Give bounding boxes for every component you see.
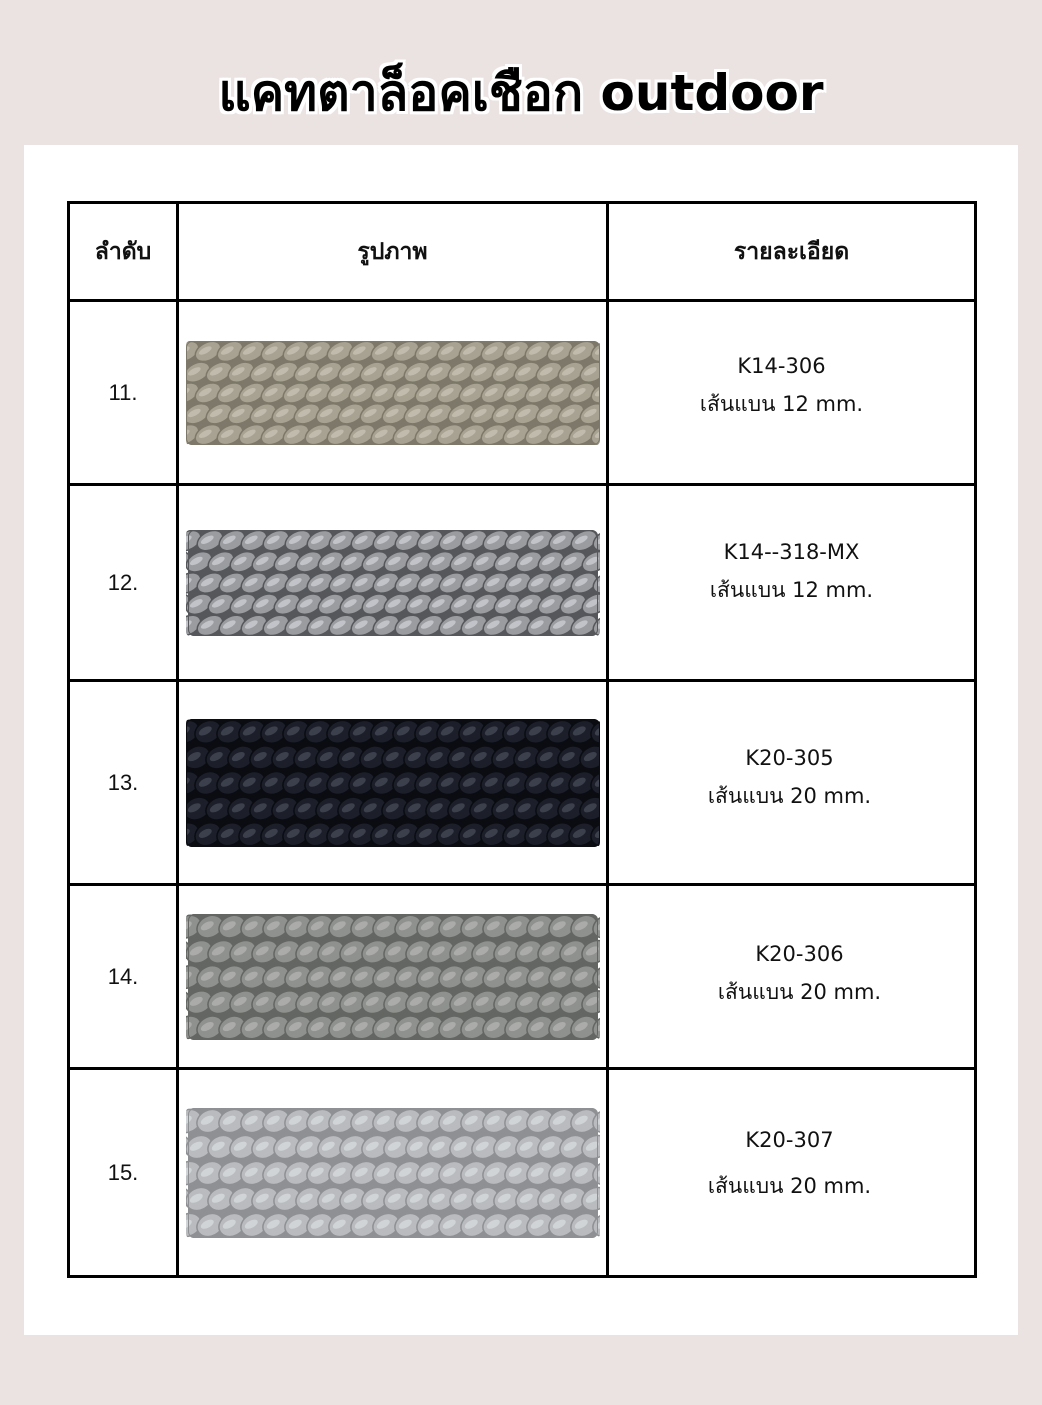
header-number: ลำดับ: [69, 203, 178, 301]
product-code: K14--318-MX: [723, 539, 860, 564]
rope-swatch-image: [186, 341, 600, 445]
row-number: 12.: [69, 485, 178, 681]
row-image-cell: [178, 681, 608, 885]
table-row: [69, 301, 976, 485]
product-spec: เส้นแบน 12 mm.: [699, 391, 864, 416]
product-spec: เส้นแบน 20 mm.: [707, 1173, 872, 1198]
row-number: 11.: [69, 301, 178, 485]
product-spec: เส้นแบน 20 mm.: [717, 979, 882, 1004]
page-title: แคทตาล็อคเชือก outdoor: [218, 64, 824, 122]
catalog-sheet: [24, 145, 1018, 1335]
row-details: [608, 885, 976, 1069]
row-image-cell: [178, 1069, 608, 1277]
row-image-cell: [178, 885, 608, 1069]
row-number: 14.: [69, 885, 178, 1069]
rope-swatch-image: [186, 1108, 600, 1238]
row-number: 13.: [69, 681, 178, 885]
product-spec: เส้นแบน 12 mm.: [709, 577, 874, 602]
row-number: 15.: [69, 1069, 178, 1277]
table-row: [69, 485, 976, 681]
header-details: รายละเอียด: [608, 203, 976, 301]
row-image-cell: [178, 301, 608, 485]
product-code: K20-306: [755, 941, 844, 966]
row-details: [608, 1069, 976, 1277]
header-image: รูปภาพ: [178, 203, 608, 301]
rope-swatch-image: [186, 914, 600, 1040]
row-details: [608, 485, 976, 681]
row-details: [608, 681, 976, 885]
rope-swatch-image: [186, 719, 600, 847]
rope-swatch-image: [186, 530, 600, 636]
table-row: [69, 885, 976, 1069]
product-code: K20-307: [745, 1127, 834, 1152]
table-row: [69, 1069, 976, 1277]
product-spec: เส้นแบน 20 mm.: [707, 783, 872, 808]
table-row: [69, 681, 976, 885]
product-code: K14-306: [737, 353, 826, 378]
product-code: K20-305: [745, 745, 834, 770]
catalog-table: [67, 201, 977, 1278]
row-details: [608, 301, 976, 485]
table-header-row: [69, 203, 976, 301]
row-image-cell: [178, 485, 608, 681]
